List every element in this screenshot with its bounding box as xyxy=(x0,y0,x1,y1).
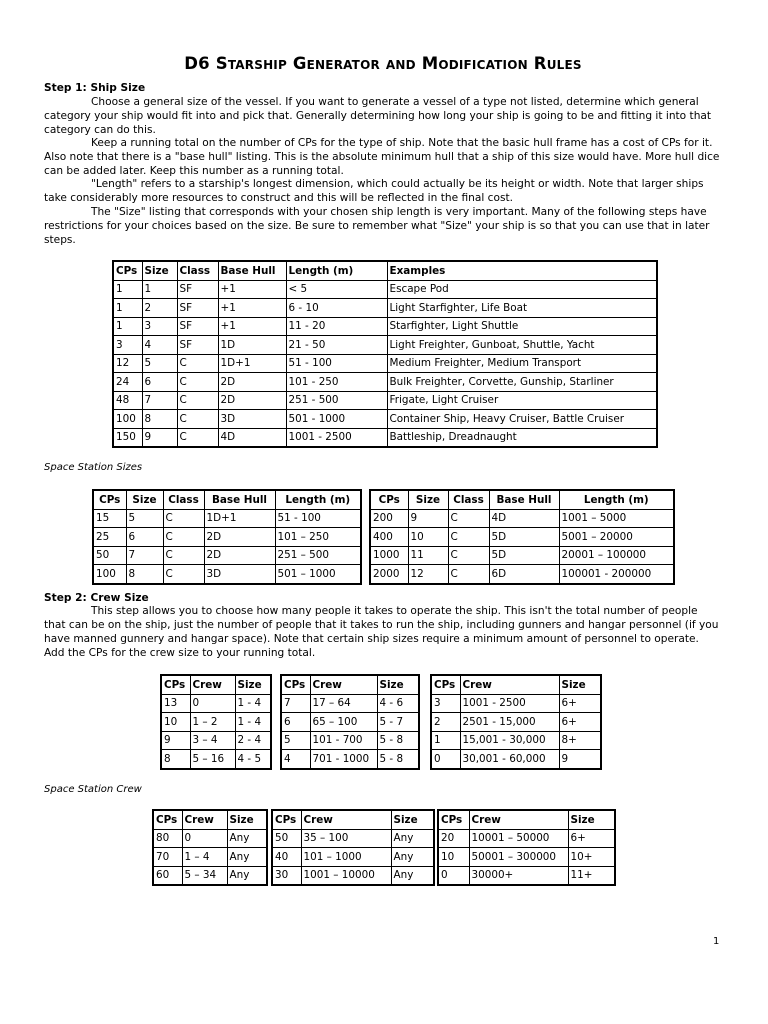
col-header: Class xyxy=(448,490,489,509)
table-row xyxy=(438,866,615,885)
table-cell: 1 - 4 xyxy=(235,694,271,713)
table-row xyxy=(93,528,361,547)
table-cell: 6 - 10 xyxy=(286,299,387,318)
col-header: CPs xyxy=(438,810,469,829)
table-cell: 6+ xyxy=(559,694,601,713)
col-header: Crew xyxy=(460,675,559,694)
table-cell: 0 xyxy=(182,829,227,848)
col-header: Crew xyxy=(182,810,227,829)
table-cell: Any xyxy=(227,848,267,867)
table-cell: 1 xyxy=(431,731,460,750)
col-header: Base Hull xyxy=(489,490,559,509)
table-row xyxy=(153,848,267,867)
table-cell: 6D xyxy=(489,565,559,584)
table-cell: 400 xyxy=(370,528,408,547)
col-header: CPs xyxy=(431,675,460,694)
table-cell: 4 xyxy=(142,336,177,355)
table-cell: SF xyxy=(177,317,218,336)
table-cell: 10+ xyxy=(568,848,615,867)
table-cell: C xyxy=(448,509,489,528)
table-row xyxy=(113,391,657,410)
table-cell: 4 - 5 xyxy=(235,750,271,769)
table-cell: 1001 – 10000 xyxy=(301,866,391,885)
table-cell: 150 xyxy=(113,428,142,447)
table-cell: 51 - 100 xyxy=(286,354,387,373)
table-cell: 501 – 1000 xyxy=(275,565,361,584)
table-cell: Any xyxy=(227,866,267,885)
col-header: Class xyxy=(177,261,218,280)
table-cell: 7 xyxy=(142,391,177,410)
table-cell: 0 xyxy=(431,750,460,769)
table-cell: 3D xyxy=(218,410,286,429)
table-cell: 8+ xyxy=(559,731,601,750)
col-header: Crew xyxy=(310,675,377,694)
table-cell: 200 xyxy=(370,509,408,528)
table-cell: 2D xyxy=(218,391,286,410)
col-header: CPs xyxy=(281,675,310,694)
table-cell: Escape Pod xyxy=(387,280,657,299)
table-cell: +1 xyxy=(218,299,286,318)
table-cell: C xyxy=(448,528,489,547)
table-header-row xyxy=(281,675,419,694)
table-row xyxy=(113,428,657,447)
table-cell: 3D xyxy=(204,565,275,584)
table-cell: Starfighter, Light Shuttle xyxy=(387,317,657,336)
step1-paragraph-3: "Length" refers to a starship's longest dimension, which could actually be its height or width. Note that larger ships take considerably more resources to construct and this will be reflected in the final cost. xyxy=(44,178,704,204)
table-cell: 100001 - 200000 xyxy=(559,565,674,584)
table-cell: 6 xyxy=(142,373,177,392)
table-cell: 25 xyxy=(93,528,126,547)
table-cell: 11 xyxy=(408,546,448,565)
table-cell: 9 xyxy=(408,509,448,528)
col-header: Crew xyxy=(190,675,235,694)
table-cell: 5 - 8 xyxy=(377,731,419,750)
table-header-row xyxy=(153,810,267,829)
table-row xyxy=(161,694,271,713)
table-row xyxy=(431,694,601,713)
table-cell: 24 xyxy=(113,373,142,392)
col-header: Length (m) xyxy=(275,490,361,509)
station-sizes-caption: Space Station Sizes xyxy=(44,462,143,473)
table-row xyxy=(161,713,271,732)
table-cell: Any xyxy=(391,829,434,848)
table-cell: 4 - 6 xyxy=(377,694,419,713)
col-header: Base Hull xyxy=(218,261,286,280)
col-header: Size xyxy=(227,810,267,829)
table-cell: 51 - 100 xyxy=(275,509,361,528)
table-cell: 2000 xyxy=(370,565,408,584)
col-header: Length (m) xyxy=(559,490,674,509)
table-cell: 251 - 500 xyxy=(286,391,387,410)
step2-heading: Step 2: Crew Size xyxy=(44,592,149,604)
table-cell: 50001 – 300000 xyxy=(469,848,568,867)
table-row xyxy=(438,829,615,848)
table-cell: 35 – 100 xyxy=(301,829,391,848)
table-cell: SF xyxy=(177,299,218,318)
table-header-row xyxy=(161,675,271,694)
table-cell: 101 – 1000 xyxy=(301,848,391,867)
table-cell: 6 xyxy=(126,528,163,547)
table-cell: 6+ xyxy=(568,829,615,848)
table-row xyxy=(281,731,419,750)
table-cell: 30000+ xyxy=(469,866,568,885)
table-cell: 5D xyxy=(489,528,559,547)
table-cell: C xyxy=(163,528,204,547)
col-header: CPs xyxy=(370,490,408,509)
table-cell: C xyxy=(163,546,204,565)
table-row xyxy=(370,528,674,547)
table-cell: 1 xyxy=(113,317,142,336)
table-cell: C xyxy=(177,354,218,373)
table-cell: 101 – 250 xyxy=(275,528,361,547)
table-cell: 2D xyxy=(204,528,275,547)
table-cell: Medium Freighter, Medium Transport xyxy=(387,354,657,373)
table-cell: 13 xyxy=(161,694,190,713)
table-cell: 60 xyxy=(153,866,182,885)
table-row xyxy=(153,866,267,885)
crew-table-2 xyxy=(280,674,420,770)
station-crew-table-2 xyxy=(271,809,435,886)
table-row xyxy=(113,354,657,373)
col-header: Class xyxy=(163,490,204,509)
table-cell: 1 – 4 xyxy=(182,848,227,867)
table-cell: 30 xyxy=(272,866,301,885)
table-row xyxy=(281,694,419,713)
table-cell: C xyxy=(163,509,204,528)
col-header: Size xyxy=(126,490,163,509)
col-header: Size xyxy=(568,810,615,829)
table-cell: 1 - 4 xyxy=(235,713,271,732)
table-row xyxy=(161,750,271,769)
table-cell: 3 xyxy=(142,317,177,336)
table-cell: 1 xyxy=(142,280,177,299)
table-cell: SF xyxy=(177,280,218,299)
table-row xyxy=(153,829,267,848)
col-header: CPs xyxy=(93,490,126,509)
step1-paragraph-1: Choose a general size of the vessel. If you want to generate a vessel of a type not listed, determine which general category your ship would fit into and pick that. Generally determining how long your ship is going to be and fitting it into that category can do this. xyxy=(44,96,712,136)
table-row xyxy=(93,546,361,565)
table-cell: 2D xyxy=(204,546,275,565)
table-cell: 501 - 1000 xyxy=(286,410,387,429)
table-cell: 40 xyxy=(272,848,301,867)
table-row xyxy=(113,373,657,392)
table-cell: 5 xyxy=(142,354,177,373)
table-cell: 6+ xyxy=(559,713,601,732)
table-row xyxy=(281,750,419,769)
table-row xyxy=(93,565,361,584)
table-cell: 10 xyxy=(408,528,448,547)
table-cell: 20001 – 100000 xyxy=(559,546,674,565)
table-cell: 1D+1 xyxy=(218,354,286,373)
step2-paragraph: This step allows you to choose how many people it takes to operate the ship. This isn't the total number of people that can be on the ship, just the number of people that it takes to run the ship, including gunners and hangar personnel (if you have manned gunnery and hangar space). Note that certain ship sizes require a minimum amount of personnel to operate. Add the CPs for the crew size to your running total. xyxy=(44,605,719,659)
col-header: Size xyxy=(142,261,177,280)
table-cell: 3 xyxy=(431,694,460,713)
col-header: Examples xyxy=(387,261,657,280)
table-header-row xyxy=(272,810,434,829)
table-cell: 1D xyxy=(218,336,286,355)
table-cell: 4D xyxy=(218,428,286,447)
table-cell: Container Ship, Heavy Cruiser, Battle Cruiser xyxy=(387,410,657,429)
table-cell: 10001 – 50000 xyxy=(469,829,568,848)
table-row xyxy=(113,280,657,299)
table-cell: < 5 xyxy=(286,280,387,299)
table-header-row xyxy=(438,810,615,829)
col-header: CPs xyxy=(161,675,190,694)
table-cell: C xyxy=(448,565,489,584)
table-cell: 30,001 - 60,000 xyxy=(460,750,559,769)
page-number: 1 xyxy=(713,936,720,947)
col-header: Base Hull xyxy=(204,490,275,509)
table-cell: 2 xyxy=(431,713,460,732)
table-cell: C xyxy=(177,428,218,447)
table-cell: 9 xyxy=(559,750,601,769)
step1-paragraph-2: Keep a running total on the number of CPs for the type of ship. Note that the basic hull frame has a cost of CPs for it. Also note that there is a "base hull" listing. This is the absolute minimum hull that a ship of this size would have. More hull dice can be added later. Keep this number as a running total. xyxy=(44,137,720,177)
table-cell: 1 – 2 xyxy=(190,713,235,732)
table-cell: 100 xyxy=(93,565,126,584)
table-row xyxy=(161,731,271,750)
table-cell: 80 xyxy=(153,829,182,848)
table-cell: C xyxy=(177,391,218,410)
table-row xyxy=(370,546,674,565)
table-cell: 5 xyxy=(281,731,310,750)
table-cell: +1 xyxy=(218,280,286,299)
table-cell: 5 – 16 xyxy=(190,750,235,769)
col-header: Size xyxy=(391,810,434,829)
table-cell: 1001 - 2500 xyxy=(286,428,387,447)
col-header: Size xyxy=(559,675,601,694)
table-row xyxy=(431,731,601,750)
table-cell: 65 – 100 xyxy=(310,713,377,732)
station-sizes-table-right xyxy=(369,489,675,585)
table-row xyxy=(272,866,434,885)
table-cell: Bulk Freighter, Corvette, Gunship, Starliner xyxy=(387,373,657,392)
table-cell: 251 – 500 xyxy=(275,546,361,565)
table-cell: 4D xyxy=(489,509,559,528)
table-cell: 3 xyxy=(113,336,142,355)
table-cell: Any xyxy=(391,866,434,885)
table-cell: 2 xyxy=(142,299,177,318)
step1-heading: Step 1: Ship Size xyxy=(44,82,146,94)
table-cell: Any xyxy=(227,829,267,848)
table-cell: 2D xyxy=(218,373,286,392)
table-cell: 1 xyxy=(113,280,142,299)
table-cell: 15,001 - 30,000 xyxy=(460,731,559,750)
table-row xyxy=(281,713,419,732)
col-header: CPs xyxy=(113,261,142,280)
table-cell: Any xyxy=(391,848,434,867)
table-row xyxy=(272,829,434,848)
table-cell: 50 xyxy=(93,546,126,565)
table-cell: 7 xyxy=(281,694,310,713)
table-cell: 20 xyxy=(438,829,469,848)
page-title: D6 Starship Generator and Modification Rules xyxy=(184,54,582,73)
table-row xyxy=(370,565,674,584)
table-cell: 11+ xyxy=(568,866,615,885)
crew-table-3 xyxy=(430,674,602,770)
table-cell: 12 xyxy=(408,565,448,584)
table-cell: C xyxy=(163,565,204,584)
table-cell: 10 xyxy=(438,848,469,867)
table-cell: 5 - 7 xyxy=(377,713,419,732)
col-header: Size xyxy=(408,490,448,509)
table-cell: 1 xyxy=(113,299,142,318)
table-cell: 9 xyxy=(142,428,177,447)
table-cell: Light Freighter, Gunboat, Shuttle, Yacht xyxy=(387,336,657,355)
col-header: Size xyxy=(235,675,271,694)
table-cell: 11 - 20 xyxy=(286,317,387,336)
col-header: Size xyxy=(377,675,419,694)
table-cell: 10 xyxy=(161,713,190,732)
table-cell: 5D xyxy=(489,546,559,565)
station-sizes-table-left xyxy=(92,489,362,585)
table-cell: 5 – 34 xyxy=(182,866,227,885)
table-cell: 0 xyxy=(438,866,469,885)
col-header: Crew xyxy=(469,810,568,829)
table-cell: C xyxy=(177,373,218,392)
table-cell: Light Starfighter, Life Boat xyxy=(387,299,657,318)
table-row xyxy=(113,336,657,355)
table-cell: 5 - 8 xyxy=(377,750,419,769)
table-cell: 12 xyxy=(113,354,142,373)
station-crew-caption: Space Station Crew xyxy=(44,784,142,795)
table-header-row xyxy=(431,675,601,694)
table-cell: 1000 xyxy=(370,546,408,565)
col-header: CPs xyxy=(153,810,182,829)
table-cell: 7 xyxy=(126,546,163,565)
table-row xyxy=(113,410,657,429)
table-cell: 101 - 700 xyxy=(310,731,377,750)
table-cell: Frigate, Light Cruiser xyxy=(387,391,657,410)
table-cell: 1001 - 2500 xyxy=(460,694,559,713)
table-cell: 0 xyxy=(190,694,235,713)
table-cell: C xyxy=(448,546,489,565)
table-row xyxy=(113,317,657,336)
table-cell: Battleship, Dreadnaught xyxy=(387,428,657,447)
table-cell: 50 xyxy=(272,829,301,848)
table-header-row xyxy=(113,261,657,280)
table-cell: +1 xyxy=(218,317,286,336)
table-cell: 17 – 64 xyxy=(310,694,377,713)
table-cell: 6 xyxy=(281,713,310,732)
table-row xyxy=(93,509,361,528)
col-header: Crew xyxy=(301,810,391,829)
table-row xyxy=(431,713,601,732)
col-header: CPs xyxy=(272,810,301,829)
table-row xyxy=(113,299,657,318)
table-cell: 70 xyxy=(153,848,182,867)
table-cell: 15 xyxy=(93,509,126,528)
table-header-row xyxy=(370,490,674,509)
table-row xyxy=(370,509,674,528)
table-cell: 3 – 4 xyxy=(190,731,235,750)
step1-paragraph-4: The "Size" listing that corresponds with your chosen ship length is very important. Many of the following steps have restrictions for your choices based on the size. Be sure to remember what "Size" your ship is so that you can use that in later steps. xyxy=(44,206,710,246)
station-crew-table-3 xyxy=(437,809,616,886)
table-cell: 8 xyxy=(142,410,177,429)
table-cell: 100 xyxy=(113,410,142,429)
table-row xyxy=(272,848,434,867)
table-cell: 1001 – 5000 xyxy=(559,509,674,528)
table-header-row xyxy=(93,490,361,509)
col-header: Length (m) xyxy=(286,261,387,280)
table-cell: 9 xyxy=(161,731,190,750)
ship-size-table xyxy=(112,260,658,448)
table-row xyxy=(431,750,601,769)
table-cell: SF xyxy=(177,336,218,355)
table-cell: 48 xyxy=(113,391,142,410)
crew-table-1 xyxy=(160,674,272,770)
table-cell: C xyxy=(177,410,218,429)
table-cell: 1D+1 xyxy=(204,509,275,528)
table-cell: 21 - 50 xyxy=(286,336,387,355)
table-cell: 701 - 1000 xyxy=(310,750,377,769)
table-cell: 8 xyxy=(126,565,163,584)
table-cell: 8 xyxy=(161,750,190,769)
table-cell: 5001 – 20000 xyxy=(559,528,674,547)
station-crew-table-1 xyxy=(152,809,268,886)
table-cell: 101 - 250 xyxy=(286,373,387,392)
table-cell: 4 xyxy=(281,750,310,769)
table-cell: 5 xyxy=(126,509,163,528)
table-cell: 2501 - 15,000 xyxy=(460,713,559,732)
table-cell: 2 - 4 xyxy=(235,731,271,750)
table-row xyxy=(438,848,615,867)
